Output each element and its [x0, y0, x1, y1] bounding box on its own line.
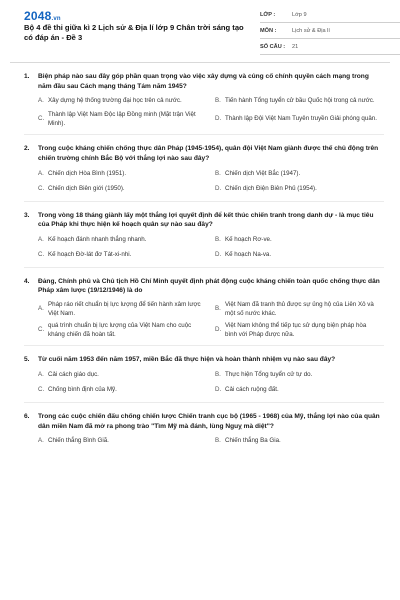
option-c[interactable] [38, 184, 207, 195]
option-text: Chiến dịch Điện Biên Phủ (1954). [225, 184, 317, 192]
option-c[interactable] [38, 322, 207, 339]
question-text: Trong các cuộc chiến đấu chống chiến lược Chiến tranh cục bộ (1965 - 1968) của Mỹ, thắng lợi nào của quân dân miền Nam đã mở ra phong trào "Tìm Mỹ mà đánh, lùng Nguỵ mà diệt"? [38, 412, 380, 430]
option-text: Cải cách giáo dục. [48, 371, 99, 379]
meta-row-subject [260, 23, 400, 39]
question-item [24, 268, 384, 347]
option-letter: C. [38, 250, 45, 258]
option-c[interactable] [38, 250, 207, 261]
meta-value: Lớp 9 [292, 11, 307, 18]
question-number: 4. [24, 277, 30, 285]
question-list [10, 63, 390, 453]
question-number: 1. [24, 73, 30, 80]
option-b[interactable] [215, 436, 384, 447]
option-text: Thành lập Đội Việt Nam Tuyên truyền Giải phóng quân. [225, 115, 377, 123]
option-letter: B. [215, 97, 221, 105]
question-item [24, 202, 384, 268]
option-group [24, 169, 384, 195]
option-text: Tiến hành Tổng tuyển cử bầu Quốc hội trong cả nước. [225, 97, 375, 105]
option-group [24, 235, 384, 261]
option-letter: C. [38, 115, 45, 123]
option-d[interactable] [215, 184, 384, 195]
option-text: Chiến dịch Biên giới (1950). [48, 184, 125, 192]
option-text: Chiến dịch Việt Bắc (1947). [225, 169, 301, 177]
option-b[interactable] [215, 169, 384, 180]
meta-row-question-count [260, 39, 400, 55]
option-letter: A. [38, 305, 44, 313]
document-header [10, 0, 390, 63]
option-letter: C. [38, 386, 45, 394]
option-text: Pháp ráo riết chuẩn bị lực lượng để tiến hành xâm lược Việt Nam. [48, 300, 201, 317]
option-letter: A. [38, 437, 44, 445]
option-text: Kế hoạch Rơ-ve. [225, 235, 272, 243]
option-letter: B. [215, 169, 221, 177]
option-group [24, 436, 384, 447]
question-text: Từ cuối năm 1953 đến năm 1957, miền Bắc đã thực hiện và hoàn thành nhiệm vụ nào sau đây? [38, 356, 336, 364]
option-letter: A. [38, 169, 44, 177]
meta-key: MÔN : [260, 27, 277, 34]
document-title: Bộ 4 đề thi giữa kì 2 Lịch sử & Địa lí lớp 9 Chân trời sáng tạo có đáp án - Đề 3 [24, 23, 244, 42]
option-letter: D. [215, 250, 222, 258]
site-logo[interactable]: 2048.vn [24, 9, 61, 23]
document-meta-table [260, 7, 400, 55]
option-b[interactable] [215, 235, 384, 246]
option-text: Chiến thắng Bình Giã. [48, 437, 109, 445]
meta-value: Lịch sử & Địa lí [292, 27, 330, 34]
meta-key: SỐ CÂU : [260, 43, 286, 50]
option-letter: B. [215, 305, 221, 313]
option-letter: A. [38, 235, 44, 243]
option-text: quá trình chuẩn bị lực lượng của Việt Nam cho cuộc kháng chiến đã hoàn tất. [48, 322, 192, 338]
option-text: Xây dựng hệ thống trường đại học trên cả nước. [48, 97, 182, 105]
option-a[interactable] [38, 96, 207, 107]
question-item [24, 135, 384, 201]
option-text: Việt Nam đã tranh thủ được sự ủng hộ của Liên Xô và một số nước khác. [225, 300, 374, 317]
question-item [24, 346, 384, 403]
option-c[interactable] [38, 111, 207, 128]
meta-key: LỚP : [260, 11, 276, 18]
option-group [24, 96, 384, 128]
option-letter: D. [215, 326, 222, 334]
option-text: Chống bình định của Mỹ. [48, 386, 117, 394]
option-letter: D. [215, 386, 222, 394]
option-text: Cải cách ruộng đất. [225, 386, 279, 394]
option-a[interactable] [38, 235, 207, 246]
option-c[interactable] [38, 385, 207, 396]
question-text: Đảng, Chính phủ và Chủ tịch Hồ Chí Minh quyết định phát động cuộc kháng chiến toàn quốc chống thực dân Pháp xâm lược (19/12/1946) là do [38, 277, 380, 295]
option-text: Kế hoạch Na-va. [225, 250, 272, 258]
option-letter: C. [38, 184, 45, 192]
option-b[interactable] [215, 96, 384, 107]
option-letter: A. [38, 97, 44, 105]
question-number: 2. [24, 145, 30, 153]
option-a[interactable] [38, 370, 207, 381]
question-number: 6. [24, 412, 30, 420]
option-letter: C. [38, 326, 45, 334]
option-text: Thành lập Việt Nam Độc lập Đồng minh (Mặt trận Việt Minh). [48, 111, 196, 127]
option-a[interactable] [38, 301, 207, 318]
question-item [24, 63, 384, 135]
option-text: Thực hiện Tổng tuyển cử tự do. [225, 371, 313, 379]
option-text: Kế hoạch Đờ-lát đơ Tát-xi-nhi. [48, 250, 132, 258]
option-group [24, 301, 384, 339]
option-text: Chiến dịch Hòa Bình (1951). [48, 169, 127, 177]
option-letter: B. [215, 235, 221, 243]
option-text: Chiến thắng Ba Gia. [225, 437, 281, 445]
option-group [24, 370, 384, 396]
option-d[interactable] [215, 111, 384, 128]
option-b[interactable] [215, 370, 384, 381]
question-text: Trong cuộc kháng chiến chống thực dân Pháp (1945-1954), quân đội Việt Nam giành được thế chủ động trên chiến trường chính Bắc Bộ với thắng lợi nào sau đây? [38, 145, 379, 162]
question-number: 5. [24, 356, 30, 364]
meta-value: 21 [292, 43, 299, 50]
option-text: Kế hoạch đánh nhanh thắng nhanh. [48, 235, 147, 243]
option-d[interactable] [215, 385, 384, 396]
option-a[interactable] [38, 436, 207, 447]
question-item [24, 403, 384, 453]
option-letter: A. [38, 371, 44, 379]
option-letter: B. [215, 371, 221, 379]
option-letter: B. [215, 437, 221, 445]
option-b[interactable] [215, 301, 384, 318]
question-text: Biện pháp nào sau đây góp phần quan trọng vào việc xây dựng và củng cố chính quyền cách mạng trong năm đầu sau Cách mạng tháng Tám năm 1945? [38, 73, 369, 90]
question-number: 3. [24, 211, 30, 219]
option-text: Việt Nam không thể tiếp tục sử dụng biện pháp hòa bình với Pháp được nữa. [225, 322, 367, 338]
meta-row-grade [260, 7, 400, 23]
option-letter: D. [215, 115, 222, 123]
option-d[interactable] [215, 322, 384, 339]
option-letter: D. [215, 184, 222, 192]
option-d[interactable] [215, 250, 384, 261]
question-text: Trong vòng 18 tháng giành lấy một thắng lợi quyết định để kết thúc chiến tranh trong danh dự - là mục tiêu của Pháp khi thực hiện kế hoạch quân sự nào sau đây? [38, 211, 374, 229]
option-a[interactable] [38, 169, 207, 180]
